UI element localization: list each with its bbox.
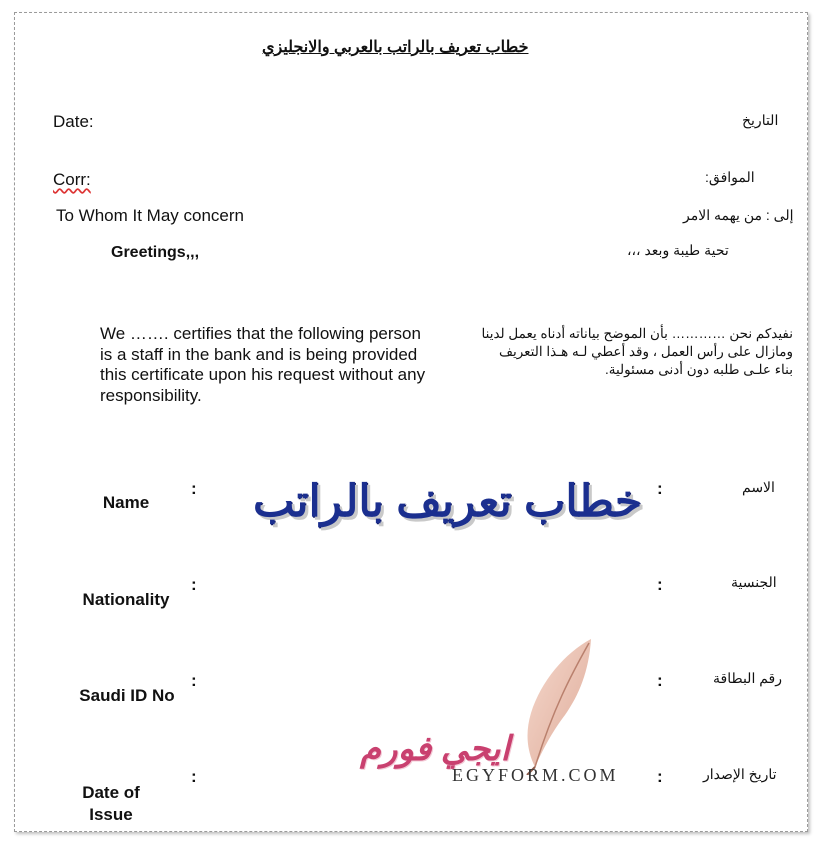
field-colon-nationality-ar: : <box>657 575 663 594</box>
body-paragraph-en: We ……. certifies that the following person is a staff in the bank and is being provided this certificate upon his request without any responsibility. <box>100 324 426 405</box>
field-label-saudi-id-ar: رقم البطاقة <box>713 670 782 686</box>
to-whom-line: To Whom It May concern <box>56 206 245 225</box>
field-label-date-of-issue: Date of Issue <box>82 783 140 824</box>
field-colon-date-of-issue: : <box>191 767 197 786</box>
field-label-name-ar: الاسم <box>742 479 775 495</box>
field-colon-name: : <box>191 479 197 498</box>
feather-icon <box>505 635 605 775</box>
overlay-title: خطاب تعريف بالراتب <box>253 477 643 526</box>
field-label-name: Name <box>102 493 150 512</box>
document-title: خطاب تعريف بالراتب بالعربي والانجليزي <box>262 39 529 56</box>
to-whom-line-ar: إلى : من يهمه الامر <box>683 207 794 223</box>
field-colon-saudi-id-ar: : <box>657 671 663 690</box>
body-paragraph-ar: نفيدكم نحن ………… بأن الموضح بياناته أدناه يعمل لدينا ومازال على رأس العمل ، وقد أعطي لـه هـذا التعريف بناء علـى طلبه دون أدنى مسئولية. <box>481 326 793 377</box>
date-label-ar: التاريخ <box>742 112 779 128</box>
document-page <box>14 12 808 832</box>
corr-label-ar: الموافق: <box>705 169 755 185</box>
field-label-date-of-issue-ar: تاريخ الإصدار <box>703 766 777 782</box>
field-label-nationality-ar: الجنسية <box>731 574 777 590</box>
field-colon-nationality: : <box>191 575 197 594</box>
field-colon-saudi-id: : <box>191 671 197 690</box>
corr-label: Corr: <box>53 170 91 189</box>
field-colon-name-ar: : <box>657 479 663 498</box>
greetings-line-ar: تحية طيبة وبعد ،،، <box>627 242 729 258</box>
field-label-saudi-id: Saudi ID No <box>79 686 175 705</box>
watermark-site: EGYFORM.COM <box>452 765 619 785</box>
date-label: Date: <box>53 112 94 131</box>
field-colon-date-of-issue-ar: : <box>657 767 663 786</box>
greetings-line: Greetings,,, <box>111 244 200 261</box>
watermark-arabic: ايجي فورم <box>360 730 510 768</box>
field-label-nationality: Nationality <box>82 590 170 609</box>
